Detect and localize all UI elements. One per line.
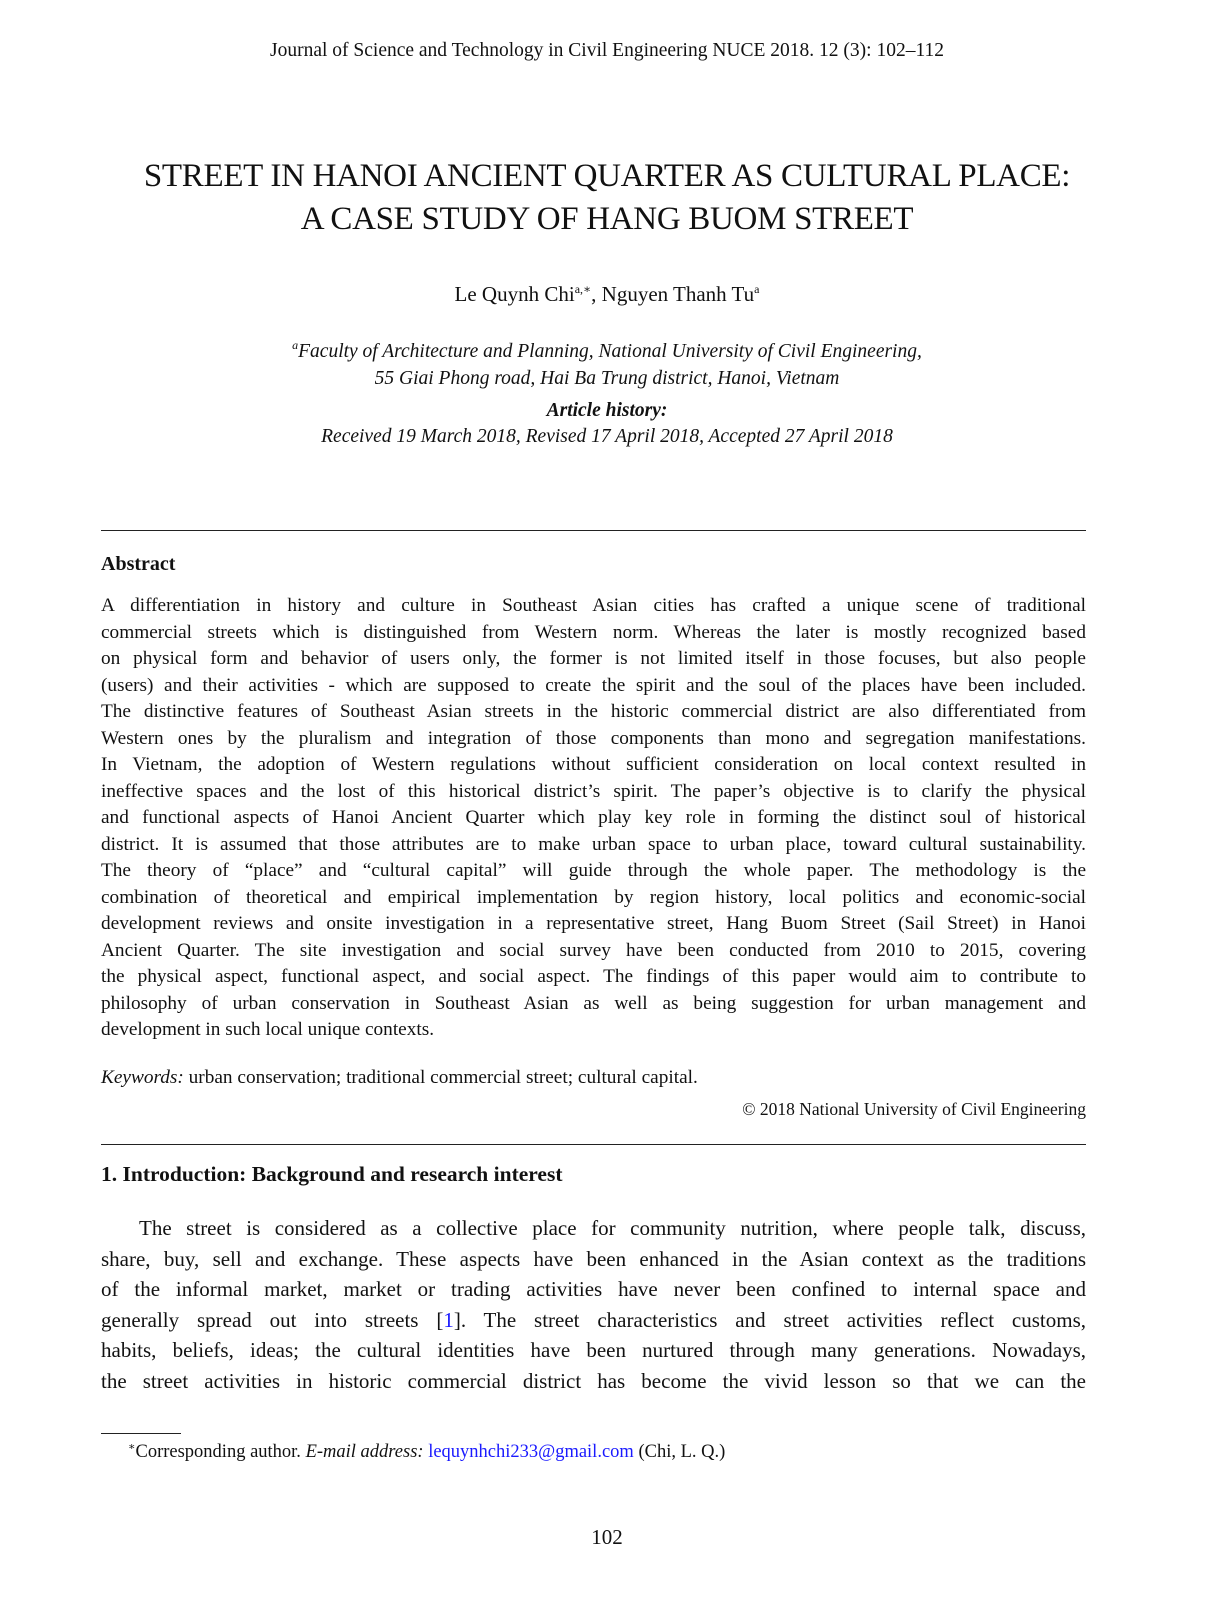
body-text: share, buy, sell and exchange. These aspects have been enhanced in the Asian context as the traditions [101,1246,1086,1271]
body-line [101,1274,1086,1305]
footnote-divider [101,1433,181,1434]
footnote-suffix: (Chi, L. Q.) [633,1442,726,1462]
keywords-text: urban conservation; traditional commercial street; cultural capital. [183,1067,698,1088]
affiliation-marker: a [292,338,299,352]
email-label: E-mail address: [305,1442,424,1462]
author-name: Le Quynh Chi [454,282,575,306]
abstract-heading: Abstract [101,553,176,575]
abstract-line: The distinctive features of Southeast Asian streets in the historic commercial district are also differentiated from [101,701,1086,722]
keywords [101,1067,698,1089]
abstract-line: district. It is assumed that those attributes are to make urban space to urban place, toward cultural sustainability. [101,833,1086,855]
bottom-divider [101,1144,1086,1145]
page-number: 102 [591,1525,623,1549]
author-list [0,282,1214,307]
affiliation [0,332,1214,392]
title-line-2: A CASE STUDY OF HANG BUOM STREET [300,201,914,237]
body-text: generally spread out into streets [ [101,1307,444,1332]
body-text: the street activities in historic commercial district has become the vivid lesson so that we can the [101,1368,1086,1393]
body-line [101,1335,1086,1366]
abstract-line: Western ones by the pluralism and integration of those components than mono and segregation manifestations. [101,727,1086,749]
body-line [101,1366,1086,1397]
abstract-line: development in such local unique contexts. [101,1019,435,1040]
body-line [101,1305,1086,1336]
abstract-line: philosophy of urban conservation in Southeast Asian as well as being suggestion for urban management and [101,992,1086,1014]
footnote-marker: ∗ [128,1441,136,1453]
article-history-dates: Received 19 March 2018, Revised 17 April 2018, Accepted 27 April 2018 [321,426,893,447]
affiliation-line-2: 55 Giai Phong road, Hai Ba Trung district, Hanoi, Vietnam [374,368,840,389]
author-affiliation-marker: a [754,282,760,296]
body-text: of the informal market, market or trading activities have never been confined to internal space and [101,1277,1086,1301]
body-line [101,1213,1086,1244]
author-name: Nguyen Thanh Tu [601,282,755,306]
article-history-label: Article history: [546,400,668,421]
footnote-text: Corresponding author. [135,1442,306,1462]
body-line [101,1244,1086,1275]
abstract-line: and functional aspects of Hanoi Ancient Quarter which play key role in forming the distinct soul of historical [101,807,1086,828]
email-link[interactable]: lequynhchi233@gmail.com [428,1442,634,1462]
keywords-label: Keywords: [101,1067,184,1088]
running-head: Journal of Science and Technology in Civil Engineering NUCE 2018. 12 (3): 102–112 [270,40,944,61]
abstract-line: combination of theoretical and empirical implementation by region history, local politics and economic-social [101,886,1086,908]
citation-link[interactable]: 1 [443,1307,454,1332]
abstract-line: In Vietnam, the adoption of Western regulations without sufficient consideration on local context resulted in [101,754,1086,775]
author-affiliation-marker: a,∗ [574,282,592,296]
abstract-line: (users) and their activities - which are supposed to create the spirit and the soul of the places have been included. [101,674,1086,696]
abstract-line: commercial streets which is distinguished from Western norm. Whereas the later is mostly recognized based [101,621,1086,643]
abstract-line: ineffective spaces and the lost of this historical district’s spirit. The paper’s objective is to clarify the physical [101,780,1086,802]
author-separator: , [591,282,602,306]
affiliation-line-1: Faculty of Architecture and Planning, National University of Civil Engineering, [298,341,922,362]
top-divider [101,530,1086,531]
copyright-notice: © 2018 National University of Civil Engineering [742,1099,1086,1119]
body-text: The street is considered as a collective place for community nutrition, where people talk, discuss, [139,1216,1086,1240]
footnote [128,1440,725,1463]
introduction-body [101,1213,1086,1396]
body-text: habits, beliefs, ideas; the cultural identities have been nurtured through many generations. Nowadays, [101,1338,1086,1362]
abstract-body [101,593,1086,1044]
abstract-line: The theory of “place” and “cultural capital” will guide through the whole paper. The methodology is the [101,860,1086,881]
title-line-1: STREET IN HANOI ANCIENT QUARTER AS CULTURAL PLACE: [143,158,1071,194]
abstract-line: A differentiation in history and culture in Southeast Asian cities has crafted a unique scene of traditional [101,595,1086,616]
abstract-line: the physical aspect, functional aspect, and social aspect. The findings of this paper would aim to contribute to [101,966,1086,987]
section-heading-introduction: 1. Introduction: Background and research interest [101,1162,563,1186]
abstract-line: Ancient Quarter. The site investigation and social survey have been conducted from 2010 to 2015, covering [101,939,1086,961]
abstract-line: development reviews and onsite investigation in a representative street, Hang Buom Street (Sail Street) in Hanoi [101,913,1086,934]
paper-title [60,155,1154,241]
body-text: ]. The street characteristics and street activities reflect customs, [453,1307,1087,1332]
abstract-line: on physical form and behavior of users only, the former is not limited itself in those focuses, but also people [101,648,1086,669]
